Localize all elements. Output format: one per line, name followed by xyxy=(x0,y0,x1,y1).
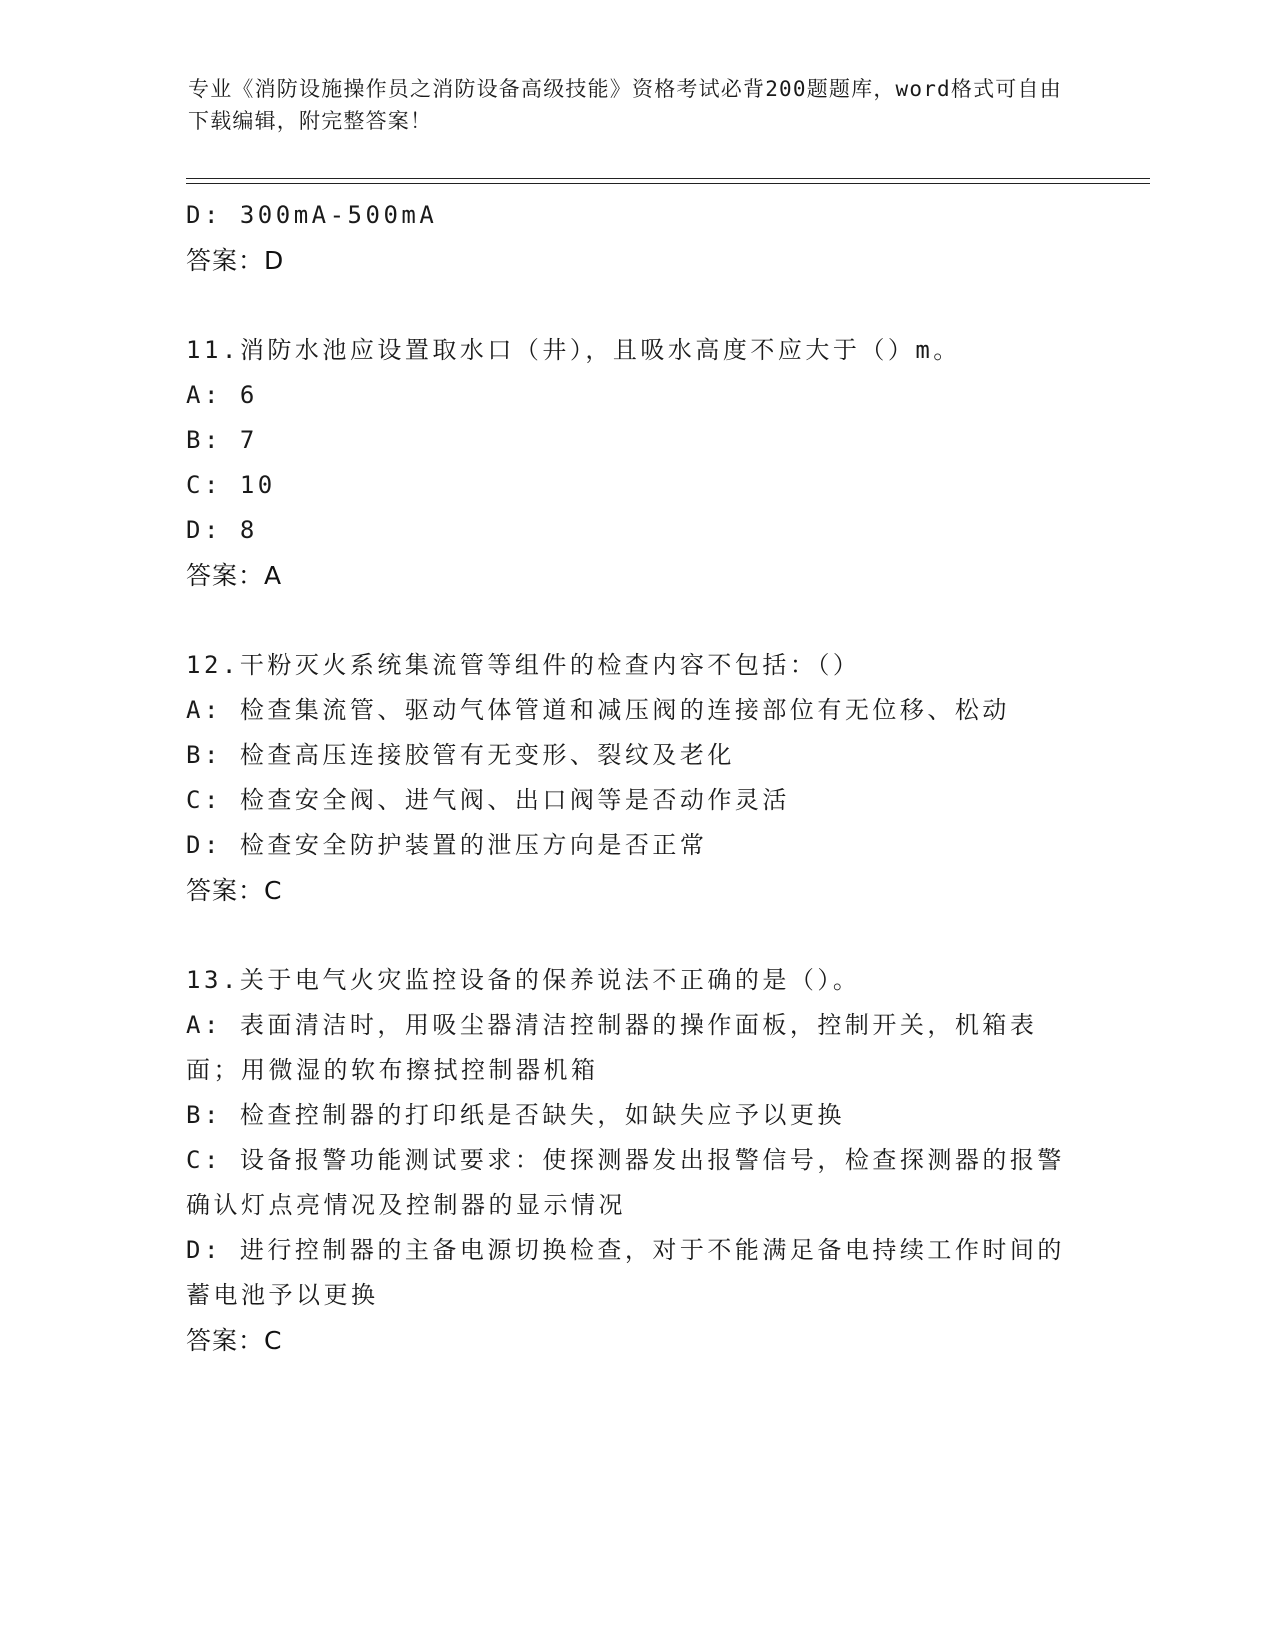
option-d: D: 300mA-500mA xyxy=(186,201,438,229)
spacer xyxy=(186,283,1076,328)
answer-line: 答案：A xyxy=(186,561,283,590)
question-stem: 12.干粉灭火系统集流管等组件的检查内容不包括：（） xyxy=(186,651,861,679)
question-stem: 11.消防水池应设置取水口（井），且吸水高度不应大于（）m。 xyxy=(186,336,961,364)
option-b: B: 检查高压连接胶管有无变形、裂纹及老化 xyxy=(186,741,735,769)
header-divider-bottom xyxy=(186,183,1150,184)
spacer xyxy=(186,913,1076,958)
option-a: A: 表面清洁时，用吸尘器清洁控制器的操作面板，控制开关，机箱表面；用微湿的软布擦拭控制器机箱 xyxy=(186,1011,1038,1084)
answer-line: 答案：D xyxy=(186,246,285,275)
option-c: C: 10 xyxy=(186,471,276,499)
previous-question-tail xyxy=(186,193,1076,283)
option-a: A: 6 xyxy=(186,381,258,409)
question-list xyxy=(186,193,1076,1363)
option-b: B: 检查控制器的打印纸是否缺失，如缺失应予以更换 xyxy=(186,1101,845,1129)
option-c: C: 设备报警功能测试要求：使探测器发出报警信号，检查探测器的报警确认灯点亮情况及控制器的显示情况 xyxy=(186,1146,1065,1219)
answer-line: 答案：C xyxy=(186,876,283,905)
option-a: A: 检查集流管、驱动气体管道和减压阀的连接部位有无位移、松动 xyxy=(186,696,1010,724)
option-b: B: 7 xyxy=(186,426,258,454)
question-13 xyxy=(186,958,1076,1363)
option-d: D: 检查安全防护装置的泄压方向是否正常 xyxy=(186,831,708,859)
option-c: C: 检查安全阀、进气阀、出口阀等是否动作灵活 xyxy=(186,786,790,814)
option-d: D: 进行控制器的主备电源切换检查，对于不能满足备电持续工作时间的蓄电池予以更换 xyxy=(186,1236,1065,1309)
header-divider-top xyxy=(186,178,1150,179)
spacer xyxy=(186,598,1076,643)
answer-line: 答案：C xyxy=(186,1326,283,1355)
question-11 xyxy=(186,328,1076,598)
document-header: 专业《消防设施操作员之消防设备高级技能》资格考试必背200题题库，word格式可自由下载编辑，附完整答案！ xyxy=(188,77,1062,133)
question-12 xyxy=(186,643,1076,913)
option-d: D: 8 xyxy=(186,516,258,544)
question-stem: 13.关于电气火灾监控设备的保养说法不正确的是（）。 xyxy=(186,966,861,994)
